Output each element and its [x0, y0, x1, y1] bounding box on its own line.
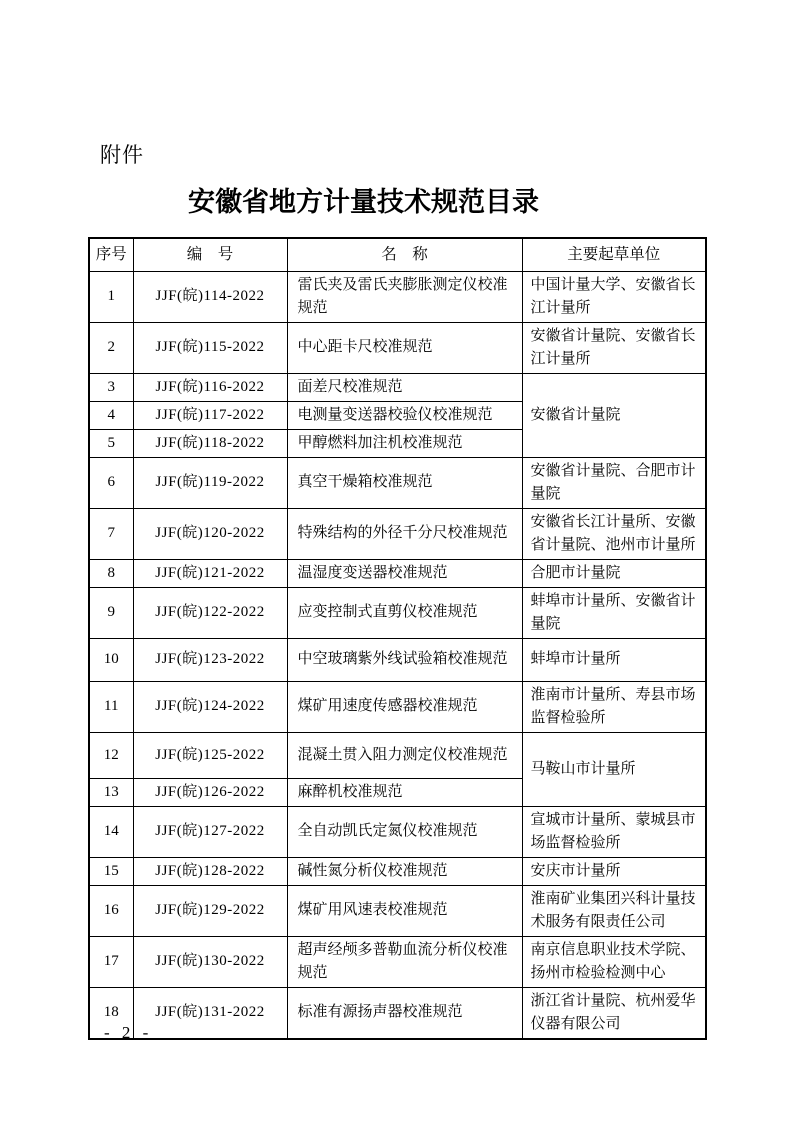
table-row: [89, 457, 706, 508]
table-row: [89, 936, 706, 987]
cell-serial: 9: [89, 587, 133, 638]
table-row: [89, 732, 706, 778]
cell-code: JJF(皖)116-2022: [133, 373, 287, 401]
cell-unit-merged: 安徽省计量院: [522, 373, 706, 457]
cell-unit: 安徽省长江计量所、安徽省计量院、池州市计量所: [522, 508, 706, 559]
cell-unit: 安徽省计量院、合肥市计量院: [522, 457, 706, 508]
cell-serial: 1: [89, 271, 133, 322]
cell-serial: 7: [89, 508, 133, 559]
cell-name: 应变控制式直剪仪校准规范: [287, 587, 522, 638]
cell-name: 全自动凯氏定氮仪校准规范: [287, 806, 522, 857]
cell-unit: 浙江省计量院、杭州爱华仪器有限公司: [522, 987, 706, 1039]
cell-code: JJF(皖)120-2022: [133, 508, 287, 559]
cell-serial: 10: [89, 638, 133, 681]
cell-name: 煤矿用速度传感器校准规范: [287, 681, 522, 732]
cell-code: JJF(皖)123-2022: [133, 638, 287, 681]
table-row: [89, 857, 706, 885]
cell-unit-merged: 马鞍山市计量所: [522, 732, 706, 806]
cell-name: 面差尺校准规范: [287, 373, 522, 401]
spec-directory-table: [88, 237, 707, 1040]
cell-serial: 12: [89, 732, 133, 778]
table-row: [89, 559, 706, 587]
cell-code: JJF(皖)128-2022: [133, 857, 287, 885]
cell-serial: 8: [89, 559, 133, 587]
cell-name: 中心距卡尺校准规范: [287, 322, 522, 373]
attachment-label: 附件: [100, 144, 144, 167]
cell-serial: 11: [89, 681, 133, 732]
cell-serial: 16: [89, 885, 133, 936]
table-row: [89, 681, 706, 732]
table-row: [89, 322, 706, 373]
cell-code: JJF(皖)130-2022: [133, 936, 287, 987]
table-row: [89, 373, 706, 401]
table-row: [89, 271, 706, 322]
col-header-name: 名 称: [287, 238, 522, 271]
col-header-code: 编 号: [133, 238, 287, 271]
page-number: - 2 -: [104, 1023, 153, 1042]
table-row: [89, 806, 706, 857]
cell-unit: 合肥市计量院: [522, 559, 706, 587]
cell-code: JJF(皖)129-2022: [133, 885, 287, 936]
cell-serial: 4: [89, 401, 133, 429]
cell-name: 标准有源扬声器校准规范: [287, 987, 522, 1039]
cell-unit: 中国计量大学、安徽省长江计量所: [522, 271, 706, 322]
page-title: 安徽省地方计量技术规范目录: [188, 187, 539, 217]
cell-unit: 安庆市计量所: [522, 857, 706, 885]
cell-code: JJF(皖)121-2022: [133, 559, 287, 587]
cell-serial: 17: [89, 936, 133, 987]
cell-unit: 淮南市计量所、寿县市场监督检验所: [522, 681, 706, 732]
cell-name: 特殊结构的外径千分尺校准规范: [287, 508, 522, 559]
cell-serial: 5: [89, 429, 133, 457]
cell-name: 电测量变送器校验仪校准规范: [287, 401, 522, 429]
cell-code: JJF(皖)124-2022: [133, 681, 287, 732]
cell-unit: 蚌埠市计量所、安徽省计量院: [522, 587, 706, 638]
cell-code: JJF(皖)117-2022: [133, 401, 287, 429]
cell-name: 麻醉机校准规范: [287, 778, 522, 806]
cell-name: 中空玻璃紫外线试验箱校准规范: [287, 638, 522, 681]
table-row: [89, 987, 706, 1039]
table-row: [89, 508, 706, 559]
cell-name: 雷氏夹及雷氏夹膨胀测定仪校准规范: [287, 271, 522, 322]
cell-code: JJF(皖)122-2022: [133, 587, 287, 638]
cell-unit: 蚌埠市计量所: [522, 638, 706, 681]
cell-unit: 南京信息职业技术学院、扬州市检验检测中心: [522, 936, 706, 987]
cell-name: 超声经颅多普勒血流分析仪校准规范: [287, 936, 522, 987]
cell-code: JJF(皖)118-2022: [133, 429, 287, 457]
cell-name: 温湿度变送器校准规范: [287, 559, 522, 587]
cell-unit: 淮南矿业集团兴科计量技术服务有限责任公司: [522, 885, 706, 936]
cell-code: JJF(皖)126-2022: [133, 778, 287, 806]
cell-code: JJF(皖)114-2022: [133, 271, 287, 322]
col-header-serial: 序号: [89, 238, 133, 271]
cell-serial: 3: [89, 373, 133, 401]
table-row: [89, 638, 706, 681]
cell-unit: 安徽省计量院、安徽省长江计量所: [522, 322, 706, 373]
cell-code: JJF(皖)131-2022: [133, 987, 287, 1039]
cell-serial: 15: [89, 857, 133, 885]
cell-name: 混凝土贯入阻力测定仪校准规范: [287, 732, 522, 778]
cell-serial: 6: [89, 457, 133, 508]
cell-serial: 13: [89, 778, 133, 806]
cell-code: JJF(皖)125-2022: [133, 732, 287, 778]
cell-name: 真空干燥箱校准规范: [287, 457, 522, 508]
cell-code: JJF(皖)127-2022: [133, 806, 287, 857]
cell-serial: 14: [89, 806, 133, 857]
table-row: [89, 587, 706, 638]
cell-serial: 2: [89, 322, 133, 373]
cell-unit: 宣城市计量所、蒙城县市场监督检验所: [522, 806, 706, 857]
cell-name: 甲醇燃料加注机校准规范: [287, 429, 522, 457]
cell-name: 煤矿用风速表校准规范: [287, 885, 522, 936]
cell-name: 碱性氮分析仪校准规范: [287, 857, 522, 885]
table-row: [89, 885, 706, 936]
table-header-row: [89, 238, 706, 271]
cell-code: JJF(皖)119-2022: [133, 457, 287, 508]
cell-serial: 18: [89, 987, 133, 1039]
col-header-unit: 主要起草单位: [522, 238, 706, 271]
cell-code: JJF(皖)115-2022: [133, 322, 287, 373]
